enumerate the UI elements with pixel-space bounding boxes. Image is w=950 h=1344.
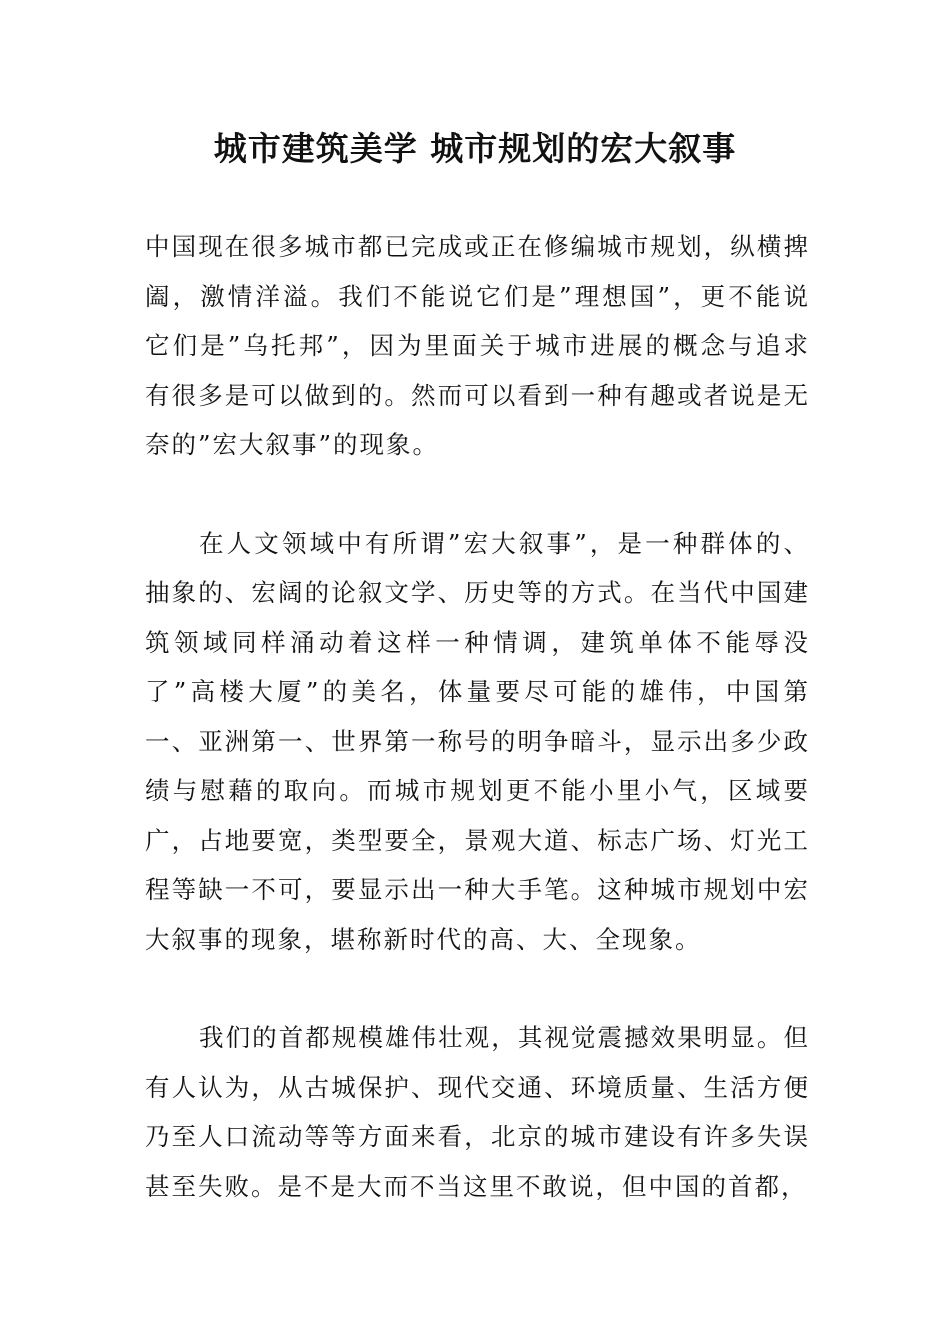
document-body (145, 222, 810, 1260)
paragraph-grand-narrative: 在人文领域中有所谓”宏大叙事”，是一种群体的、抽象的、宏阔的论叙文学、历史等的方式。在当代中国建筑领域同样涌动着这样一种情调，建筑单体不能辱没了”高楼大厦”的美名，体量要尽可能的雄伟，中国第一、亚洲第一、世界第一称号的明争暗斗，显示出多少政绩与慰藉的取向。而城市规划更不能小里小气，区域要广，占地要宽，类型要全，景观大道、标志广场、灯光工程等缺一不可，要显示出一种大手笔。这种城市规划中宏大叙事的现象，堪称新时代的高、大、全现象。 (145, 528, 810, 954)
paragraph-capital: 我们的首都规模雄伟壮观，其视觉震撼效果明显。但有人认为，从古城保护、现代交通、环境质量、生活方便乃至人口流动等等方面来看，北京的城市建设有许多失误甚至失败。是不是大而不当这里不敢说，但中国的首都， (145, 1023, 810, 1201)
paragraph-intro: 中国现在很多城市都已完成或正在修编城市规划，纵横捭阖，激情洋溢。我们不能说它们是”理想国”，更不能说它们是”乌托邦”，因为里面关于城市进展的概念与追求有很多是可以做到的。然而可以看到一种有趣或者说是无奈的”宏大叙事”的现象。 (145, 232, 810, 459)
document-title: 城市建筑美学 城市规划的宏大叙事 (213, 129, 737, 168)
